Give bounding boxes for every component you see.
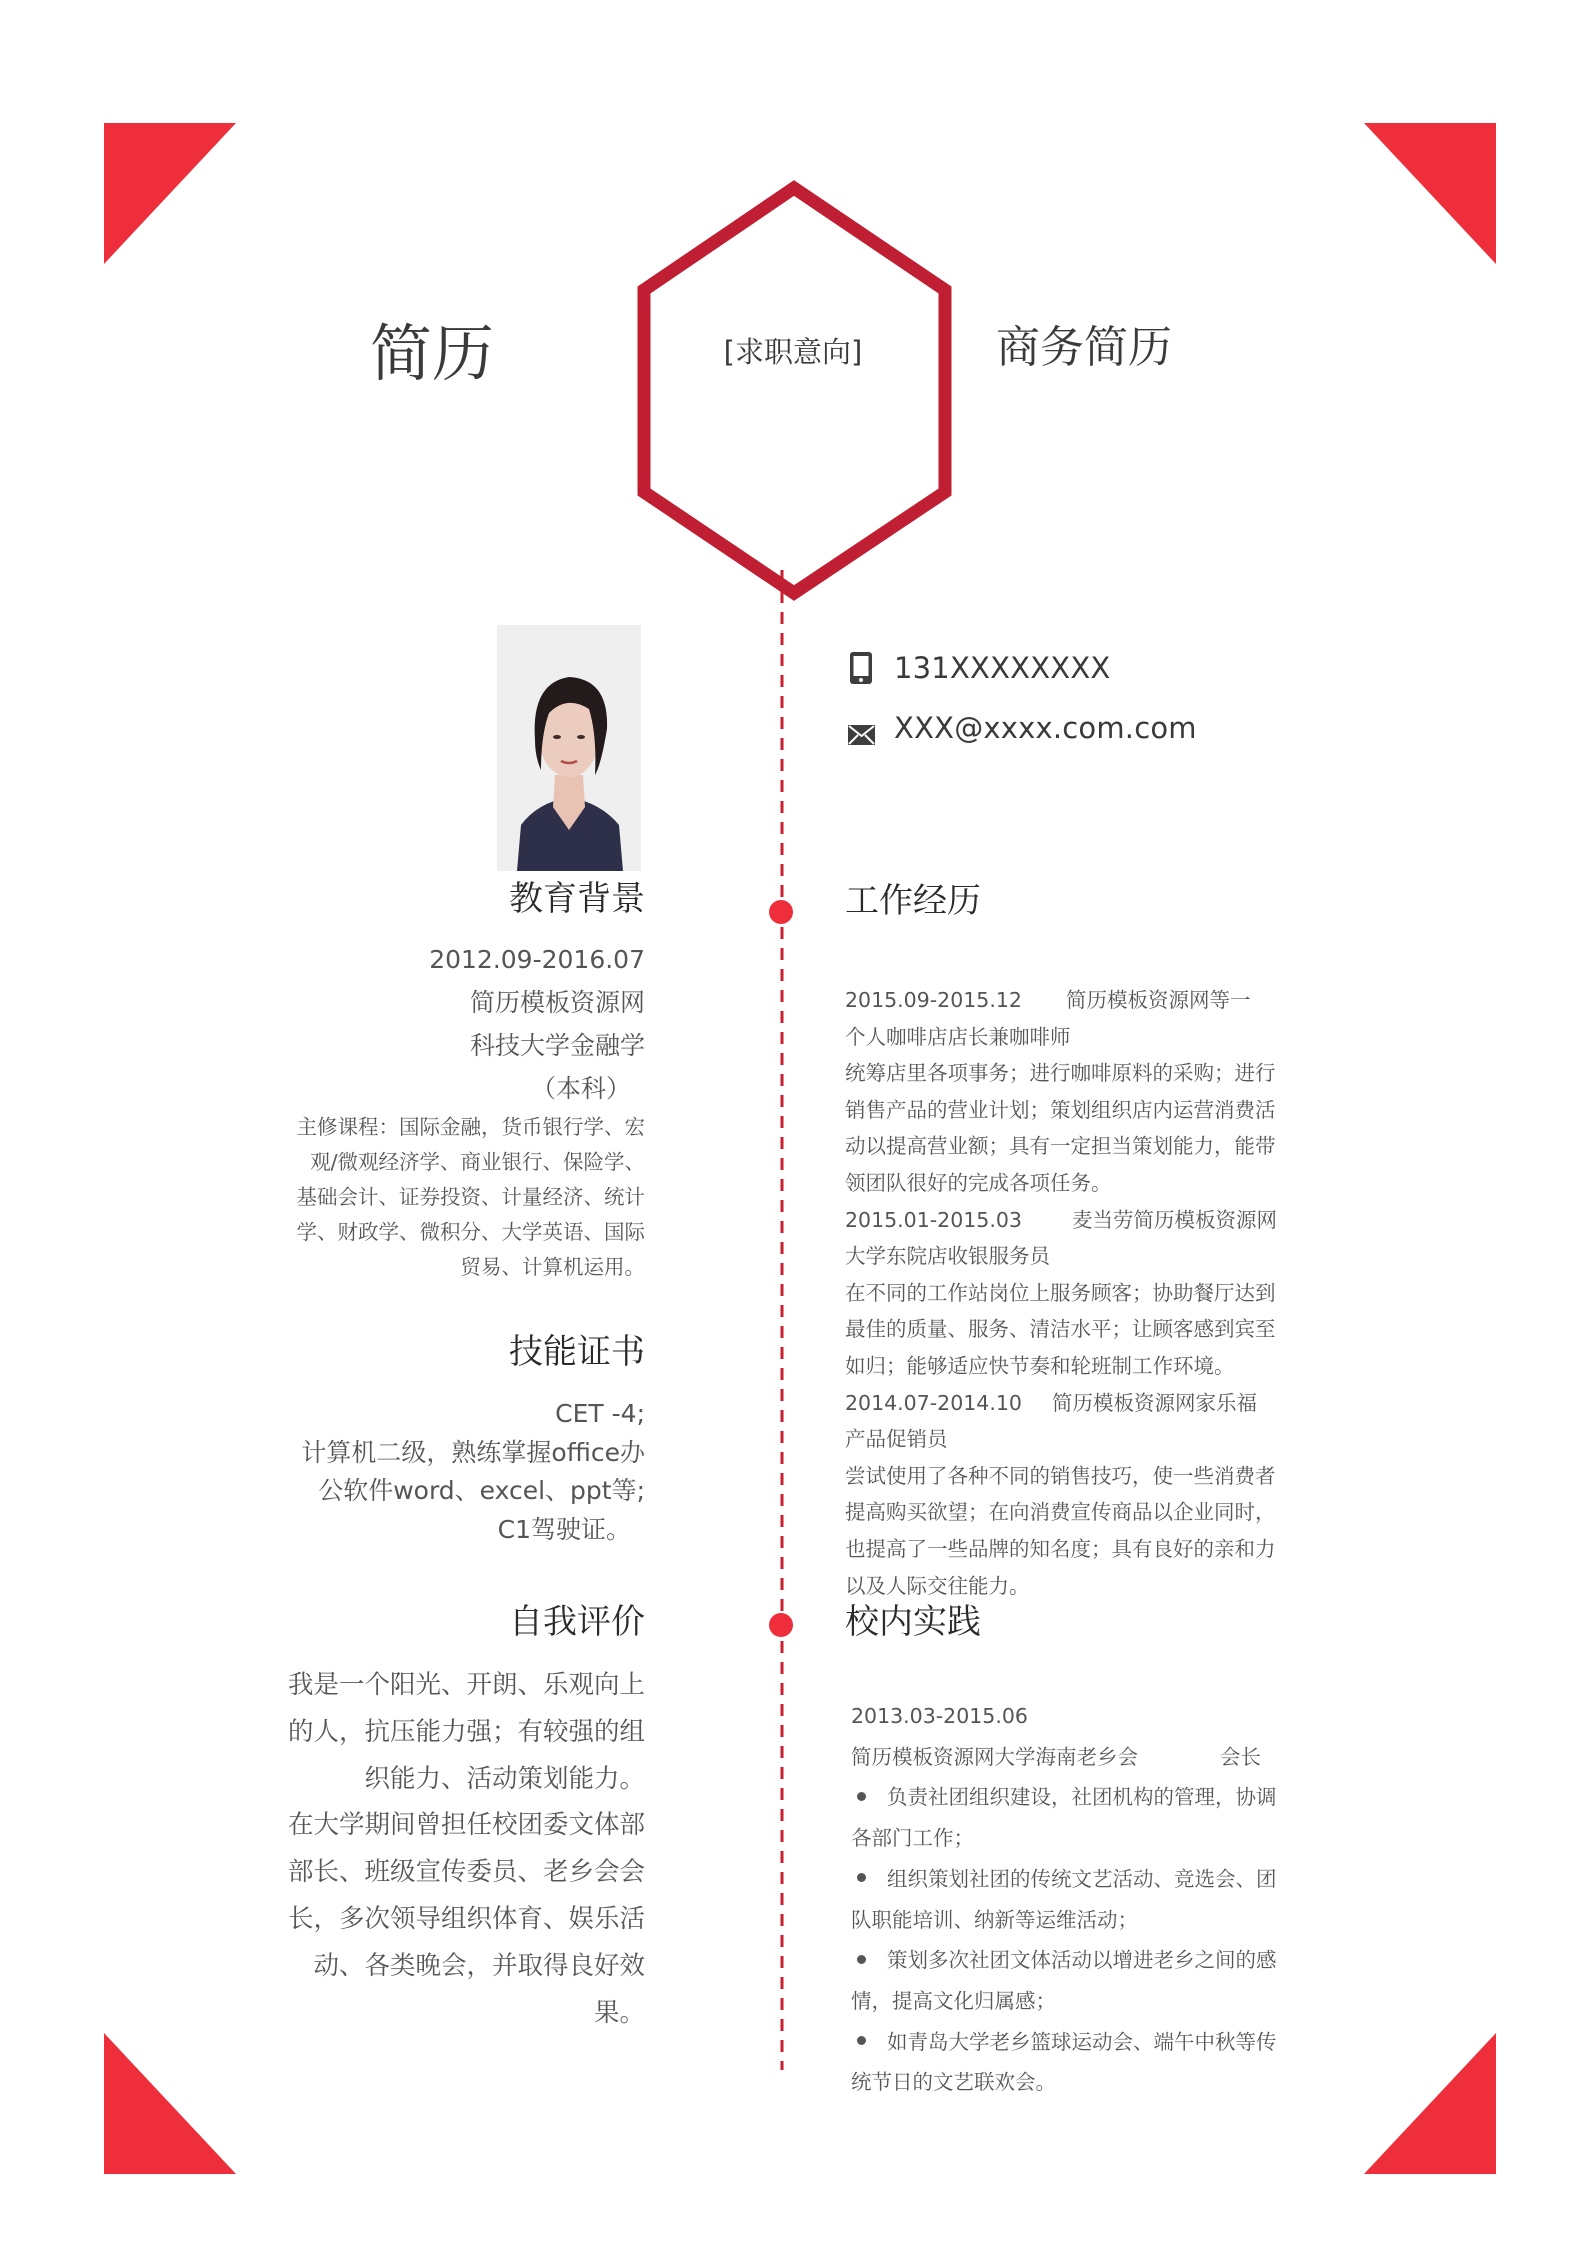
self-line: 我是一个阳光、开朗、乐观向上 xyxy=(287,1670,645,1700)
work-desc-line: 在不同的工作站岗位上服务顾客；协助餐厅达到 xyxy=(845,1280,1276,1305)
bullet-dot-icon xyxy=(857,2036,866,2045)
campus-bullet-cont: 情，提高文化归属感； xyxy=(851,1988,1056,2013)
campus-bullet: 组织策划社团的传统文艺活动、竞选会、团 xyxy=(851,1859,1310,1900)
skill-line: 计算机二级，熟练掌握office办 xyxy=(301,1437,645,1467)
work-section xyxy=(845,878,1310,1604)
course-line: 基础会计、证券投资、计量经济、统计 xyxy=(296,1185,645,1209)
work-entry xyxy=(845,1385,1310,1605)
self-evaluation-section xyxy=(245,1599,645,2036)
work-desc-line: 统筹店里各项事务；进行咖啡原料的采购；进行 xyxy=(845,1061,1276,1086)
work-desc-line: 尝试使用了各种不同的销售技巧，使一些消费者 xyxy=(845,1463,1276,1488)
course-line: 主修课程：国际金融，货币银行学、宏 xyxy=(296,1115,645,1139)
work-desc-line: 以及人际交往能力。 xyxy=(845,1573,1030,1598)
work-role: 个人咖啡店店长兼咖啡师 xyxy=(845,1024,1071,1049)
work-org: 麦当劳简历模板资源网 xyxy=(1071,1207,1277,1232)
education-courses xyxy=(245,1110,645,1285)
education-school-line1: 简历模板资源网 xyxy=(469,988,645,1017)
work-period: 2014.07-2014.10 xyxy=(845,1390,1022,1415)
work-period: 2015.01-2015.03 xyxy=(845,1207,1022,1232)
work-desc-line: 销售产品的营业计划；策划组织店内运营消费活 xyxy=(845,1097,1276,1122)
education-period: 2012.09-2016.07 xyxy=(429,945,645,974)
campus-bullet: 负责社团组织建设，社团机构的管理，协调 xyxy=(851,1777,1310,1818)
campus-body xyxy=(845,1696,1310,2103)
work-entry xyxy=(845,982,1310,1202)
skills-heading: 技能证书 xyxy=(509,1332,645,1372)
campus-bullet: 如青岛大学老乡篮球运动会、端午中秋等传 xyxy=(851,2022,1310,2063)
work-desc-line: 动以提高营业额；具有一定担当策划能力，能带 xyxy=(845,1134,1276,1159)
work-desc-line: 提高购买欲望；在向消费宣传商品以企业同时， xyxy=(845,1500,1276,1525)
corner-triangle-bottom-left xyxy=(104,2033,236,2174)
work-desc-line: 如归；能够适应快节奏和轮班制工作环境。 xyxy=(845,1353,1235,1378)
timeline-dot-work xyxy=(769,900,793,924)
course-line: 观/微观经济学、商业银行、保险学、 xyxy=(310,1150,645,1174)
profile-photo xyxy=(497,625,641,871)
portrait-illustration xyxy=(497,625,641,871)
work-entry-header xyxy=(845,1385,1310,1422)
campus-bullet-cont: 队职能培训、纳新等运维活动； xyxy=(851,1907,1138,1932)
course-line: 贸易、计算机运用。 xyxy=(460,1255,645,1279)
campus-bullet: 策划多次社团文体活动以增进老乡之间的感 xyxy=(851,1940,1310,1981)
work-heading: 工作经历 xyxy=(845,881,981,921)
education-degree: （本科） xyxy=(530,1074,631,1103)
self-line: 长，多次领导组织体育、娱乐活 xyxy=(287,1903,645,1934)
work-role: 大学东院店收银服务员 xyxy=(845,1244,1050,1269)
self-line: 动、各类晚会，并取得良好效 xyxy=(313,1950,645,1981)
work-role: 产品促销员 xyxy=(845,1427,948,1452)
campus-section xyxy=(845,1599,1310,2103)
work-desc-line: 最佳的质量、服务、清洁水平；让顾客感到宾至 xyxy=(845,1317,1276,1342)
hexagon-frame xyxy=(644,188,945,593)
mobile-phone-icon xyxy=(846,650,876,686)
skill-line: CET -4; xyxy=(555,1399,645,1428)
contact-email xyxy=(846,708,1197,748)
corner-triangle-top-right xyxy=(1364,123,1496,264)
education-heading: 教育背景 xyxy=(509,879,645,919)
campus-period: 2013.03-2015.06 xyxy=(851,1704,1028,1728)
work-desc-line: 也提高了一些品牌的知名度；具有良好的亲和力 xyxy=(845,1536,1276,1561)
campus-bullet-cont: 各部门工作； xyxy=(851,1826,974,1851)
resume-subtitle: 商务简历 xyxy=(996,322,1172,373)
self-evaluation-heading: 自我评价 xyxy=(509,1602,645,1642)
self-evaluation-text xyxy=(245,1662,645,2036)
contact-phone xyxy=(846,648,1111,688)
campus-org-row xyxy=(851,1737,1310,1778)
email-address[interactable]: XXX@xxxx.com.com xyxy=(894,711,1197,745)
bullet-dot-icon xyxy=(857,1955,866,1964)
bullet-dot-icon xyxy=(857,1873,866,1882)
resume-title: 简历 xyxy=(370,317,495,390)
timeline-dot-campus xyxy=(769,1613,793,1637)
work-entry-header xyxy=(845,982,1310,1019)
course-line: 学、财政学、微积分、大学英语、国际 xyxy=(296,1220,645,1244)
skills-section xyxy=(245,1329,645,1549)
phone-number[interactable]: 131XXXXXXXX xyxy=(894,651,1111,685)
corner-triangle-top-left xyxy=(104,123,236,264)
campus-org: 简历模板资源网大学海南老乡会 xyxy=(851,1744,1138,1769)
self-line: 在大学期间曾担任校团委文体部 xyxy=(287,1810,645,1841)
job-intention-label: [求职意向] xyxy=(723,335,863,369)
skill-line: C1驾驶证。 xyxy=(497,1514,631,1544)
self-line: 的人，抗压能力强；有较强的组 xyxy=(287,1716,645,1747)
campus-heading: 校内实践 xyxy=(845,1602,981,1642)
campus-role: 会长 xyxy=(1220,1744,1261,1769)
work-desc-line: 领团队很好的完成各项任务。 xyxy=(845,1170,1112,1195)
campus-bullet-cont: 统节日的文艺联欢会。 xyxy=(851,2070,1056,2095)
work-period: 2015.09-2015.12 xyxy=(845,988,1022,1012)
self-line: 果。 xyxy=(593,1997,645,2028)
education-school-line2: 科技大学金融学 xyxy=(469,1031,645,1060)
skill-line: 公软件word、excel、ppt等; xyxy=(318,1476,645,1505)
corner-triangle-bottom-right xyxy=(1364,2033,1496,2174)
self-line: 织能力、活动策划能力。 xyxy=(364,1763,645,1794)
work-org: 简历模板资源网家乐福 xyxy=(1051,1390,1257,1415)
envelope-icon xyxy=(846,710,876,746)
work-entry xyxy=(845,1202,1310,1385)
self-line: 部长、班级宣传委员、老乡会会 xyxy=(287,1857,645,1888)
bullet-dot-icon xyxy=(857,1792,866,1801)
work-entry-header xyxy=(845,1202,1310,1239)
education-section xyxy=(245,876,645,1285)
work-org: 简历模板资源网等一 xyxy=(1065,988,1251,1012)
